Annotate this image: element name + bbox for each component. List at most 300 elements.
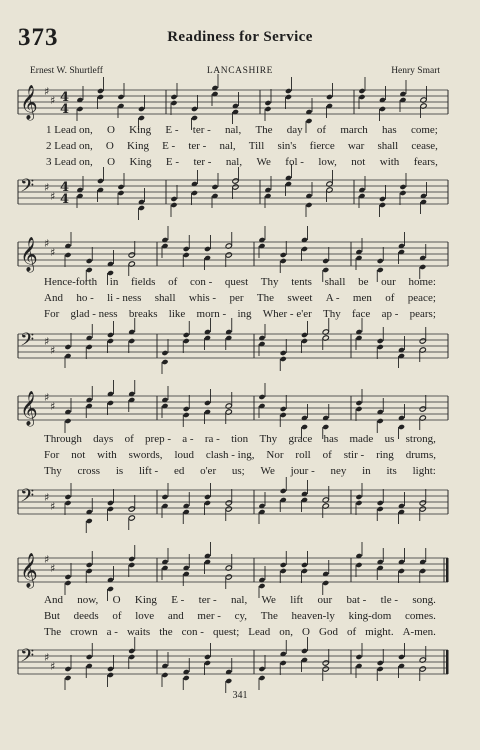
note-head bbox=[225, 506, 232, 512]
lyric-syllable: shall bbox=[324, 276, 346, 288]
lyric-syllable: quest; bbox=[212, 626, 240, 638]
note-head bbox=[128, 506, 135, 512]
note-head bbox=[107, 666, 114, 672]
lyric-syllable: face bbox=[352, 308, 371, 320]
note-head bbox=[107, 506, 114, 512]
sharp-icon: ♯ bbox=[44, 237, 50, 250]
note-head bbox=[225, 574, 232, 580]
lyric-syllable: drums, bbox=[405, 449, 436, 461]
note-head bbox=[301, 424, 308, 430]
note-head bbox=[97, 94, 104, 100]
lyric-syllable: Nor bbox=[266, 449, 284, 461]
treble-staff bbox=[0, 392, 480, 424]
lyric-syllable: King bbox=[134, 594, 157, 606]
lyric-syllable: ter - bbox=[192, 124, 211, 136]
bass-clef-icon: 𝄢 bbox=[20, 646, 35, 671]
lyric-syllable: the bbox=[159, 626, 173, 638]
lyric-syllable: a - bbox=[106, 626, 118, 638]
lyric-syllable: sin's bbox=[277, 140, 297, 152]
sharp-icon: ♯ bbox=[44, 391, 50, 404]
lyric-syllable: is bbox=[115, 465, 124, 477]
lyric-syllable: heaven-ly bbox=[291, 610, 335, 622]
lyric-syllable: comes. bbox=[405, 610, 436, 622]
lyric-syllable: ing bbox=[237, 308, 252, 320]
note-head bbox=[76, 106, 83, 112]
lyric-syllable: bat - bbox=[346, 594, 367, 606]
treble-staff bbox=[0, 554, 480, 586]
note-head bbox=[128, 562, 135, 568]
lyric-syllable: fol - bbox=[285, 156, 304, 168]
note-head bbox=[258, 675, 265, 681]
lyric-syllable: Hence-forth bbox=[44, 276, 98, 288]
lyric-syllable: made bbox=[349, 433, 374, 445]
treble-clef-icon: 𝄞 bbox=[20, 85, 38, 120]
lyric-syllable: con - bbox=[189, 276, 213, 288]
lyric-syllable: Thy bbox=[260, 276, 279, 288]
tune-name: LANCASHIRE bbox=[206, 66, 274, 76]
lyric-syllable: King bbox=[129, 156, 152, 168]
lyric-syllable: be bbox=[358, 276, 369, 288]
lyric-syllable: morn - bbox=[196, 308, 227, 320]
treble-clef-icon: 𝄞 bbox=[20, 391, 38, 426]
note-head bbox=[117, 184, 124, 190]
note-head bbox=[377, 258, 384, 264]
lyric-syllable: We bbox=[260, 465, 275, 477]
lyric-syllable: lift bbox=[290, 594, 304, 606]
note-head bbox=[358, 94, 365, 100]
sharp-icon: ♯ bbox=[50, 500, 56, 513]
note-head bbox=[204, 654, 211, 660]
note-head bbox=[419, 338, 426, 344]
lyric-line bbox=[44, 449, 436, 461]
lyric-syllable: march bbox=[340, 124, 368, 136]
note-head bbox=[377, 418, 384, 424]
lyric-syllable: Lead bbox=[248, 626, 271, 638]
sharp-icon: ♯ bbox=[50, 344, 56, 357]
sharp-icon: ♯ bbox=[44, 651, 50, 664]
lyric-syllable: fields bbox=[131, 276, 156, 288]
note-head bbox=[138, 115, 145, 121]
lyric-line bbox=[46, 140, 438, 152]
lyric-syllable: our bbox=[317, 594, 333, 606]
note-head bbox=[86, 654, 93, 660]
sharp-icon: ♯ bbox=[50, 190, 56, 203]
lyric-syllable: our bbox=[381, 276, 396, 288]
lyric-syllable: might. bbox=[365, 626, 394, 638]
note-head bbox=[170, 202, 177, 208]
lyric-syllable: And bbox=[44, 594, 63, 606]
note-head bbox=[379, 202, 386, 208]
note-head bbox=[64, 500, 71, 506]
treble-clef-icon: 𝄞 bbox=[20, 553, 38, 588]
lyric-syllable: The bbox=[256, 292, 274, 304]
note-head bbox=[301, 332, 308, 338]
sharp-icon: ♯ bbox=[44, 85, 50, 98]
note-head bbox=[117, 94, 124, 100]
time-signature-top: 4 bbox=[60, 180, 70, 195]
lyric-syllable: light: bbox=[412, 465, 436, 477]
lyric-syllable: breaks bbox=[128, 308, 158, 320]
note-head bbox=[107, 500, 114, 506]
note-head bbox=[419, 264, 426, 270]
lyric-syllable: of bbox=[124, 433, 134, 445]
note-head bbox=[64, 344, 71, 350]
note-head bbox=[138, 106, 145, 112]
lyric-line bbox=[46, 156, 438, 168]
note-head bbox=[170, 196, 177, 202]
lyric-syllable: jour - bbox=[290, 465, 315, 477]
lyric-syllable: stir - bbox=[343, 449, 365, 461]
note-head bbox=[322, 580, 329, 586]
note-head bbox=[161, 359, 168, 365]
lyric-syllable: tents bbox=[291, 276, 312, 288]
note-head bbox=[399, 184, 406, 190]
lyric-syllable: has bbox=[323, 433, 339, 445]
note-head bbox=[107, 332, 114, 338]
note-head bbox=[419, 568, 426, 574]
note-head bbox=[419, 500, 426, 506]
note-head bbox=[183, 252, 190, 258]
note-head bbox=[355, 494, 362, 500]
lyric-syllable: with bbox=[379, 156, 400, 168]
lyric-syllable: For bbox=[44, 308, 60, 320]
lyric-syllable: King bbox=[126, 140, 149, 152]
note-head bbox=[419, 506, 426, 512]
time-signature-bottom: 4 bbox=[60, 102, 70, 117]
lyric-line bbox=[44, 626, 436, 638]
note-head bbox=[64, 418, 71, 424]
note-head bbox=[117, 190, 124, 196]
note-head bbox=[128, 338, 135, 344]
lyric-syllable: The bbox=[260, 610, 278, 622]
lyric-syllable: Thy bbox=[323, 308, 341, 320]
treble-staff bbox=[0, 86, 480, 118]
note-head bbox=[280, 488, 287, 494]
lyric-syllable: song. bbox=[412, 594, 436, 606]
note-head bbox=[183, 246, 190, 252]
lyric-syllable: us; bbox=[231, 465, 245, 477]
note-head bbox=[355, 562, 362, 568]
note-head bbox=[301, 568, 308, 574]
lyric-syllable: roll bbox=[295, 449, 311, 461]
lyric-syllable: ney bbox=[330, 465, 347, 477]
note-head bbox=[377, 267, 384, 273]
note-head bbox=[419, 666, 426, 672]
note-head bbox=[355, 500, 362, 506]
note-head bbox=[419, 406, 426, 412]
note-head bbox=[183, 338, 190, 344]
note-head bbox=[379, 106, 386, 112]
treble-staff bbox=[0, 238, 480, 270]
note-head bbox=[305, 202, 312, 208]
lyric-syllable: of bbox=[112, 610, 122, 622]
note-head bbox=[64, 252, 71, 258]
note-head bbox=[280, 568, 287, 574]
note-head bbox=[161, 494, 168, 500]
note-head bbox=[379, 196, 386, 202]
lyric-syllable: li - ness bbox=[107, 292, 142, 304]
bass-staff bbox=[0, 330, 480, 362]
note-head bbox=[322, 424, 329, 430]
note-head bbox=[64, 675, 71, 681]
note-head bbox=[183, 406, 190, 412]
bass-staff bbox=[0, 646, 480, 678]
lyric-syllable: For bbox=[44, 449, 60, 461]
bass-staff bbox=[0, 176, 480, 208]
lyric-syllable: on, bbox=[279, 626, 294, 638]
note-head bbox=[128, 252, 135, 258]
note-head bbox=[280, 258, 287, 264]
lyric-syllable: swords, bbox=[128, 449, 163, 461]
lyric-syllable: King bbox=[129, 124, 152, 136]
lyric-syllable: ter - bbox=[193, 156, 212, 168]
note-head bbox=[191, 190, 198, 196]
lyric-syllable: peace; bbox=[407, 292, 436, 304]
note-head bbox=[280, 356, 287, 362]
note-head bbox=[355, 406, 362, 412]
note-head bbox=[191, 115, 198, 121]
lyric-syllable: not bbox=[71, 449, 86, 461]
sharp-icon: ♯ bbox=[44, 335, 50, 348]
lyric-syllable: in bbox=[362, 465, 371, 477]
lyric-syllable: of bbox=[346, 626, 357, 638]
lyric-syllable: And bbox=[44, 292, 63, 304]
note-head bbox=[377, 660, 384, 666]
note-head bbox=[258, 666, 265, 672]
time-signature-bottom: 4 bbox=[60, 192, 70, 207]
lyric-syllable: Wher - e'er bbox=[262, 308, 312, 320]
lyric-syllable: ra - bbox=[204, 433, 220, 445]
note-head bbox=[211, 184, 218, 190]
note-head bbox=[107, 586, 114, 592]
lyric-syllable: ter - bbox=[198, 594, 217, 606]
note-head bbox=[326, 94, 333, 100]
note-head bbox=[86, 267, 93, 273]
lyric-syllable: fears, bbox=[413, 156, 438, 168]
lyric-syllable: has bbox=[382, 124, 397, 136]
note-head bbox=[86, 258, 93, 264]
note-head bbox=[107, 400, 114, 406]
lyric-syllable: nal, bbox=[225, 124, 242, 136]
note-head bbox=[128, 654, 135, 660]
lyric-syllable: war bbox=[347, 140, 365, 152]
lyric-syllable: nal, bbox=[225, 156, 243, 168]
lyric-syllable: clash - ing, bbox=[205, 449, 255, 461]
note-head bbox=[355, 654, 362, 660]
note-head bbox=[64, 574, 71, 580]
bass-clef-icon: 𝄢 bbox=[20, 330, 35, 355]
note-head bbox=[322, 666, 329, 672]
sharp-icon: ♯ bbox=[50, 246, 56, 259]
note-head bbox=[128, 515, 135, 521]
lyric-syllable: grace bbox=[288, 433, 313, 445]
lyric-syllable: waits bbox=[126, 626, 151, 638]
lyric-syllable: of bbox=[316, 124, 327, 136]
lyric-line bbox=[44, 276, 436, 288]
note-head bbox=[97, 178, 104, 184]
note-head bbox=[322, 267, 329, 273]
time-signature-top: 4 bbox=[60, 90, 70, 105]
lyric-line bbox=[44, 433, 436, 445]
note-head bbox=[225, 678, 232, 684]
note-head bbox=[204, 400, 211, 406]
note-head bbox=[128, 648, 135, 654]
note-head bbox=[377, 500, 384, 506]
note-head bbox=[183, 332, 190, 338]
lyric-syllable: But bbox=[44, 610, 60, 622]
note-head bbox=[258, 394, 265, 400]
lyric-syllable: lift - bbox=[138, 465, 159, 477]
note-head bbox=[86, 518, 93, 524]
note-head bbox=[280, 252, 287, 258]
lyric-syllable: like bbox=[168, 308, 186, 320]
lyric-syllable: We bbox=[256, 156, 271, 168]
lyric-syllable: crown bbox=[70, 626, 98, 638]
note-head bbox=[204, 660, 211, 666]
lyric-syllable: day bbox=[286, 124, 303, 136]
note-head bbox=[232, 184, 239, 190]
lyric-syllable: now, bbox=[77, 594, 99, 606]
note-head bbox=[64, 666, 71, 672]
lyric-syllable: king-dom bbox=[348, 610, 392, 622]
bass-clef-icon: 𝄢 bbox=[20, 486, 35, 511]
note-head bbox=[377, 666, 384, 672]
note-head bbox=[191, 106, 198, 112]
note-head bbox=[280, 660, 287, 666]
page-number: 341 bbox=[232, 690, 248, 701]
note-head bbox=[138, 205, 145, 211]
note-head bbox=[86, 568, 93, 574]
lyric-syllable: ed bbox=[173, 465, 185, 477]
lyric-syllable: whis - bbox=[188, 292, 217, 304]
note-head bbox=[107, 672, 114, 678]
note-head bbox=[161, 672, 168, 678]
lyric-syllable: E - bbox=[165, 156, 180, 168]
note-head bbox=[258, 583, 265, 589]
lyric-syllable: of bbox=[168, 276, 178, 288]
note-head bbox=[280, 562, 287, 568]
lyric-line bbox=[44, 594, 436, 606]
lyric-syllable: cross bbox=[77, 465, 101, 477]
note-head bbox=[301, 338, 308, 344]
lyric-syllable: home: bbox=[408, 276, 436, 288]
lyric-syllable: deeds bbox=[73, 610, 99, 622]
lyric-syllable: days bbox=[93, 433, 114, 445]
lyric-syllable: per bbox=[229, 292, 244, 304]
lyric-syllable: 3 Lead on, bbox=[46, 156, 93, 168]
bass-clef-icon: 𝄢 bbox=[20, 176, 35, 201]
lyric-syllable: cease, bbox=[411, 140, 438, 152]
lyric-syllable: O bbox=[112, 594, 121, 606]
words-credit: Ernest W. Shurtleff bbox=[30, 66, 103, 76]
lyric-syllable: We bbox=[261, 594, 276, 606]
lyric-syllable: in bbox=[109, 276, 119, 288]
note-head bbox=[204, 500, 211, 506]
lyric-syllable: The bbox=[44, 626, 62, 638]
lyric-syllable: glad - ness bbox=[70, 308, 118, 320]
sharp-icon: ♯ bbox=[50, 562, 56, 575]
hymn-title: Readiness for Service bbox=[167, 29, 313, 45]
note-head bbox=[183, 412, 190, 418]
sharp-icon: ♯ bbox=[50, 400, 56, 413]
note-head bbox=[107, 338, 114, 344]
lyric-syllable: mer - bbox=[197, 610, 221, 622]
note-head bbox=[170, 94, 177, 100]
note-head bbox=[86, 344, 93, 350]
lyric-syllable: O bbox=[107, 156, 116, 168]
lyric-syllable: A-men. bbox=[402, 626, 436, 638]
lyric-syllable: Through bbox=[44, 433, 82, 445]
note-head bbox=[285, 94, 292, 100]
sharp-icon: ♯ bbox=[50, 94, 56, 107]
note-head bbox=[377, 506, 384, 512]
lyric-syllable: Thy bbox=[259, 433, 278, 445]
lyric-syllable: God bbox=[319, 626, 338, 638]
sharp-icon: ♯ bbox=[44, 553, 50, 566]
lyric-syllable: pears; bbox=[409, 308, 436, 320]
note-head bbox=[399, 190, 406, 196]
lyric-line bbox=[44, 465, 436, 477]
note-head bbox=[398, 654, 405, 660]
note-head bbox=[322, 660, 329, 666]
lyric-syllable: strong, bbox=[405, 433, 436, 445]
lyric-syllable: not bbox=[351, 156, 366, 168]
note-head bbox=[301, 562, 308, 568]
lyric-syllable: E - bbox=[171, 594, 185, 606]
lyric-syllable: and bbox=[167, 610, 184, 622]
lyric-line bbox=[46, 124, 438, 136]
note-head bbox=[301, 246, 308, 252]
lyric-syllable: of bbox=[385, 292, 395, 304]
lyric-syllable: 1 Lead on, bbox=[46, 124, 93, 136]
sharp-icon: ♯ bbox=[44, 491, 50, 504]
note-head bbox=[232, 178, 239, 184]
note-head bbox=[225, 252, 232, 258]
note-head bbox=[398, 424, 405, 430]
note-head bbox=[280, 350, 287, 356]
lyric-syllable: men bbox=[352, 292, 372, 304]
note-head bbox=[64, 580, 71, 586]
lyric-syllable: love bbox=[135, 610, 155, 622]
lyric-line bbox=[44, 308, 436, 320]
note-head bbox=[204, 494, 211, 500]
lyric-line bbox=[44, 610, 436, 622]
note-head bbox=[161, 350, 168, 356]
lyric-syllable: cy, bbox=[234, 610, 248, 622]
note-head bbox=[398, 568, 405, 574]
lyric-syllable: 2 Lead on, bbox=[46, 140, 93, 152]
lyric-syllable: shall bbox=[377, 140, 399, 152]
note-head bbox=[301, 648, 308, 654]
lyric-syllable: O bbox=[302, 626, 310, 638]
lyric-syllable: loud bbox=[174, 449, 195, 461]
note-head bbox=[355, 400, 362, 406]
lyric-syllable: O bbox=[106, 124, 115, 136]
lyric-syllable: con - bbox=[181, 626, 204, 638]
lyric-syllable: come; bbox=[410, 124, 438, 136]
music-credit: Henry Smart bbox=[391, 66, 440, 76]
lyric-syllable: A - bbox=[325, 292, 340, 304]
lyric-syllable: sweet bbox=[287, 292, 313, 304]
lyric-syllable: O bbox=[105, 140, 114, 152]
lyric-syllable: of bbox=[322, 449, 332, 461]
lyric-syllable: The bbox=[255, 124, 273, 136]
lyric-syllable: low, bbox=[318, 156, 337, 168]
lyric-syllable: nal, bbox=[231, 594, 248, 606]
note-head bbox=[322, 258, 329, 264]
sharp-icon: ♯ bbox=[44, 181, 50, 194]
note-head bbox=[183, 675, 190, 681]
